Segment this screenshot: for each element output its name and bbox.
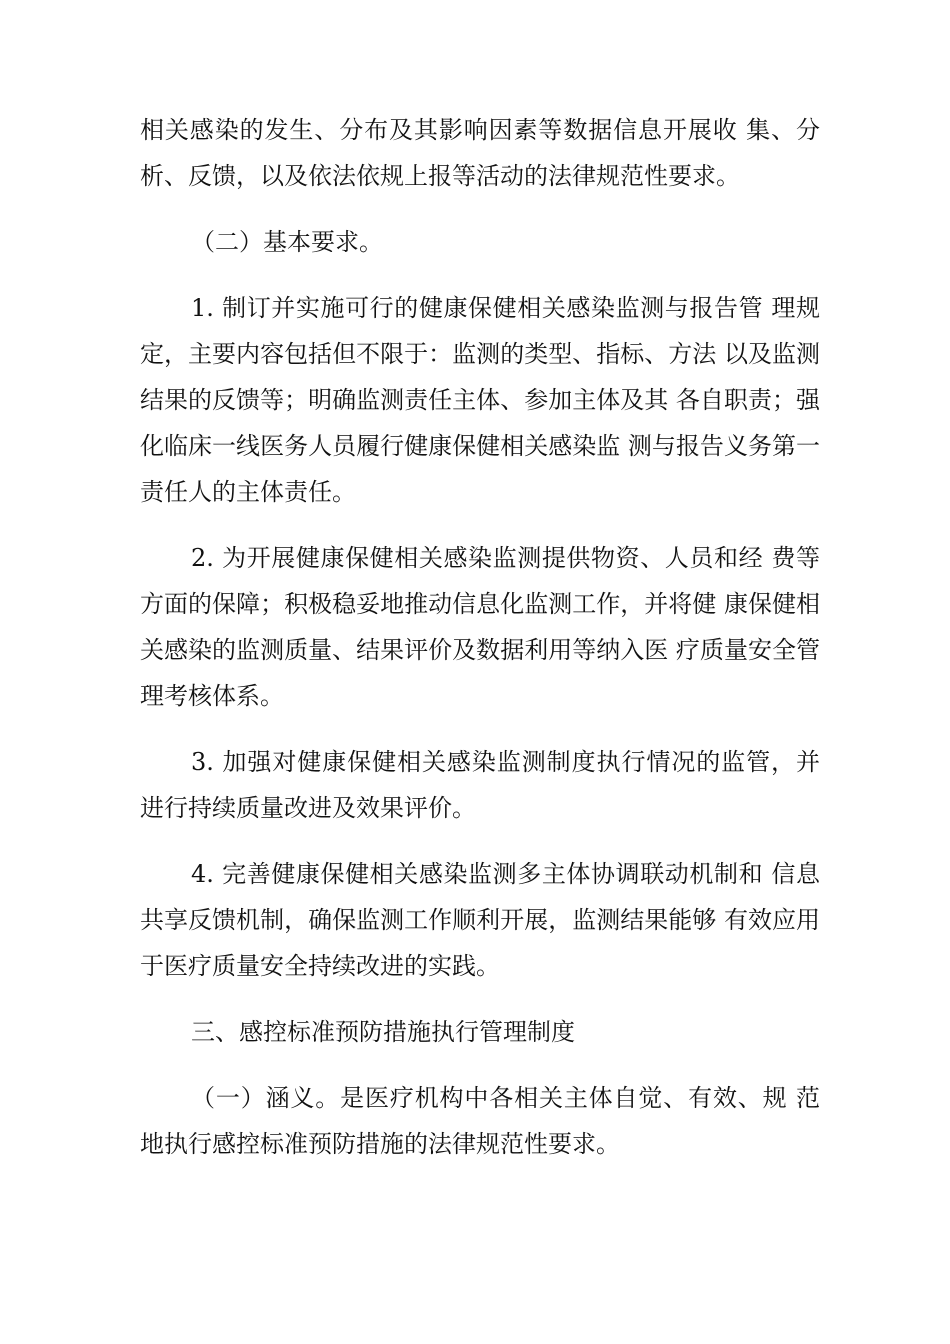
document-body [140,107,820,1167]
paragraph-item-3: 3. 加强对健康保健相关感染监测制度执行情况的监管，并进行持续质量改进及效果评价。 [140,748,820,822]
paragraph-continuation: 相关感染的发生、分布及其影响因素等数据信息开展收 集、分析、反馈，以及依法依规上报等活动的法律规范性要求。 [140,116,820,190]
paragraph-definition: （一）涵义。是医疗机构中各相关主体自觉、有效、规 范地执行感控标准预防措施的法律规范性要求。 [140,1084,820,1158]
paragraph-item-4: 4. 完善健康保健相关感染监测多主体协调联动机制和 信息共享反馈机制，确保监测工作顺利开展，监测结果能够 有效应用于医疗质量安全持续改进的实践。 [140,860,820,980]
section-heading-basic-requirements: （二）基本要求。 [191,228,383,256]
paragraph-item-1: 1. 制订并实施可行的健康保健相关感染监测与报告管 理规定，主要内容包括但不限于：监测的类型、指标、方法 以及监测结果的反馈等；明确监测责任主体、参加主体及其 各自职责；强化临床一线医务人员履行健康保健相关感染监 测与报告义务第一责任人的主体责任。 [140,294,820,506]
section-heading-standard-precautions: 三、感控标准预防措施执行管理制度 [191,1018,575,1046]
paragraph-item-2: 2. 为开展健康保健相关感染监测提供物资、人员和经 费等方面的保障；积极稳妥地推动信息化监测工作，并将健 康保健相关感染的监测质量、结果评价及数据利用等纳入医 疗质量安全管理考核体系。 [140,544,820,710]
